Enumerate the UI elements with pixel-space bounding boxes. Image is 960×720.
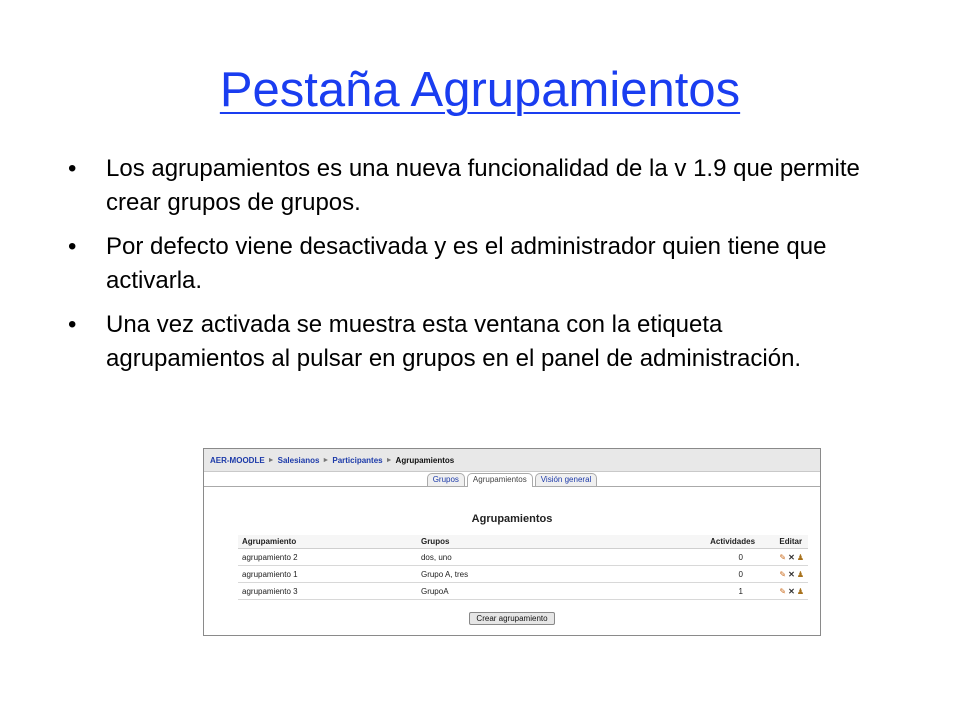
column-header-agrupamiento: Agrupamiento [238,535,417,549]
cell-grupos: Grupo A, tres [417,566,706,583]
delete-icon[interactable]: ✕ [788,569,795,579]
bullet-list [62,152,862,386]
slide-title[interactable]: Pestaña Agrupamientos [219,63,741,117]
edit-icon[interactable]: ✎ [779,552,787,562]
bullet-item [62,152,862,220]
tab-agrupamientos[interactable]: Agrupamientos [467,473,533,487]
cell-grupos: dos, uno [417,549,706,566]
breadcrumb-separator-icon: ► [385,456,393,464]
page-heading: Agrupamientos [471,513,553,525]
cell-actividades: 0 [706,566,775,583]
bullet-text: Los agrupamientos es una nueva funcionalidad de la v 1.9 que permite crear grupos de grupos. [106,155,860,216]
breadcrumb-course-link[interactable]: Salesianos [277,455,320,465]
breadcrumb-participants-link[interactable]: Participantes [332,455,383,465]
cell-editar [775,583,808,600]
moodle-screenshot [203,448,821,636]
delete-icon[interactable]: ✕ [788,552,795,562]
breadcrumb-home-link[interactable]: AER-MOODLE [210,455,265,465]
column-header-actividades: Actividades [706,535,775,549]
groups-icon[interactable]: ♟ [796,552,804,562]
cell-agrupamiento: agrupamiento 1 [238,566,417,583]
tab-grupos[interactable]: Grupos [427,473,465,486]
cell-agrupamiento: agrupamiento 3 [238,583,417,600]
cell-agrupamiento: agrupamiento 2 [238,549,417,566]
breadcrumb-separator-icon: ► [322,456,330,464]
bullet-dot: • [68,155,77,182]
breadcrumb-separator-icon: ► [267,456,275,464]
delete-icon[interactable]: ✕ [788,586,795,596]
tab-vision-general[interactable]: Visión general [535,473,598,486]
cell-actividades: 0 [706,549,775,566]
bullet-text: Por defecto viene desactivada y es el administrador quien tiene que activarla. [106,233,827,294]
bullet-text: Una vez activada se muestra esta ventana con la etiqueta agrupamientos al pulsar en grupos en el panel de administración. [106,311,802,372]
cell-editar [775,566,808,583]
groupings-table [238,535,808,600]
cell-grupos: GrupoA [417,583,706,600]
edit-icon[interactable]: ✎ [779,569,787,579]
bullet-dot: • [68,233,77,260]
groups-icon[interactable]: ♟ [796,586,804,596]
bullet-item [62,230,862,298]
column-header-grupos: Grupos [417,535,706,549]
table-header-row [238,535,808,549]
table-row [238,549,808,566]
table-row [238,583,808,600]
tab-bar [204,472,820,487]
bullet-item [62,308,862,376]
cell-actividades: 1 [706,583,775,600]
bullet-dot: • [68,311,77,338]
edit-icon[interactable]: ✎ [779,586,787,596]
table-row [238,566,808,583]
breadcrumb [204,449,820,472]
groups-icon[interactable]: ♟ [796,569,804,579]
column-header-editar: Editar [775,535,808,549]
button-area [204,612,820,625]
breadcrumb-current: Agrupamientos [395,455,455,465]
create-grouping-button[interactable]: Crear agrupamiento [469,612,554,625]
cell-editar [775,549,808,566]
